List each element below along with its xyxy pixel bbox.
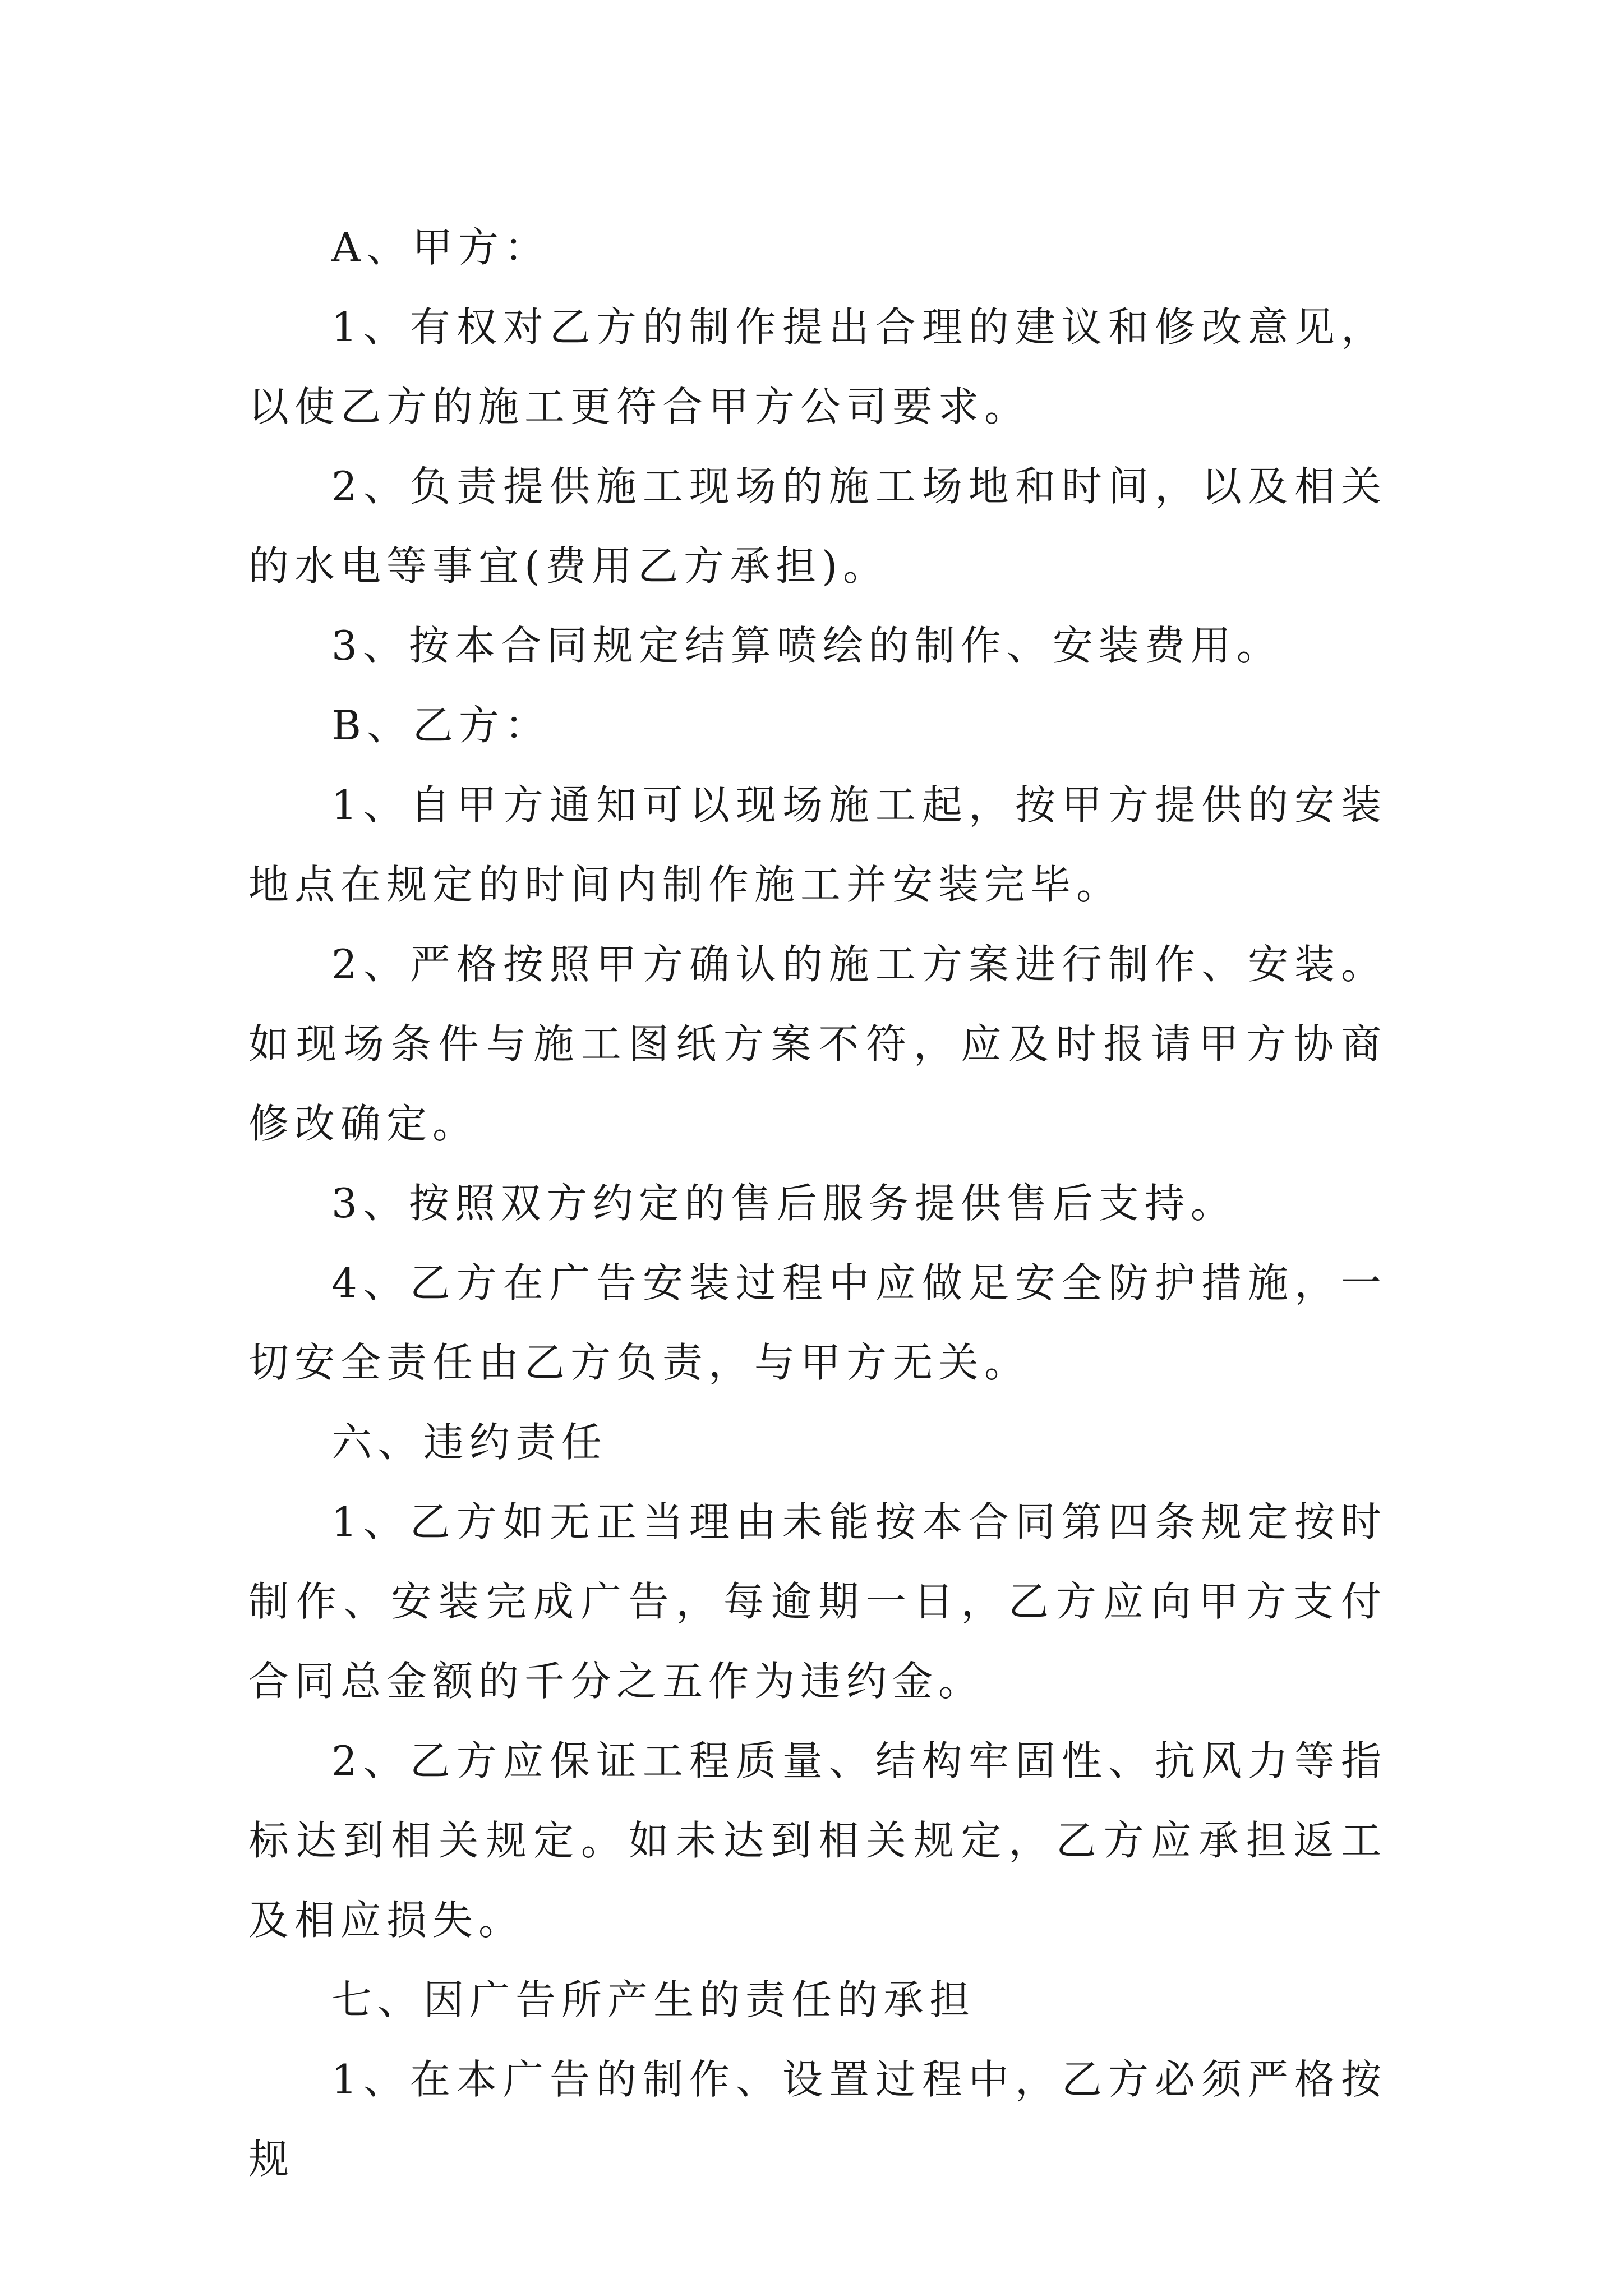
paragraph-liability-item-1: 1、在本广告的制作、设置过程中，乙方必须严格按规 xyxy=(248,2056,1387,2183)
paragraph-party-b-heading: B、乙方： xyxy=(331,702,551,749)
section-heading-breach: 六、违约责任 xyxy=(331,1419,608,1466)
paragraph-party-b-item-4: 4、乙方在广告安装过程中应做足安全防护措施，一切安全责任由乙方负责，与甲方无关。 xyxy=(248,1259,1387,1386)
paragraph-breach-item-1: 1、乙方如无正当理由未能按本合同第四条规定按时制作、安装完成广告，每逾期一日，乙方应向甲方支付合同总金额的千分之五作为违约金。 xyxy=(248,1498,1387,1705)
paragraph-party-a-item-1: 1、有权对乙方的制作提出合理的建议和修改意见，以使乙方的施工更符合甲方公司要求。 xyxy=(248,303,1387,430)
paragraph-breach-item-2: 2、乙方应保证工程质量、结构牢固性、抗风力等指标达到相关规定。如未达到相关规定，乙方应承担返工及相应损失。 xyxy=(248,1737,1387,1944)
paragraph-party-a-item-3: 3、按本合同规定结算喷绘的制作、安装费用。 xyxy=(331,622,1283,669)
paragraph-party-a-item-2: 2、负责提供施工现场的施工场地和时间，以及相关的水电等事宜(费用乙方承担)。 xyxy=(248,463,1387,590)
paragraph-party-a-heading: A、甲方： xyxy=(331,224,550,271)
paragraph-party-b-item-3: 3、按照双方约定的售后服务提供售后支持。 xyxy=(331,1180,1237,1227)
paragraph-party-b-item-1: 1、自甲方通知可以现场施工起，按甲方提供的安装地点在规定的时间内制作施工并安装完毕。 xyxy=(248,781,1387,908)
section-heading-liability: 七、因广告所产生的责任的承担 xyxy=(331,1976,976,2023)
document-body xyxy=(248,208,1387,2199)
paragraph-party-b-item-2: 2、严格按照甲方确认的施工方案进行制作、安装。如现场条件与施工图纸方案不符，应及时报请甲方协商修改确定。 xyxy=(248,941,1387,1147)
